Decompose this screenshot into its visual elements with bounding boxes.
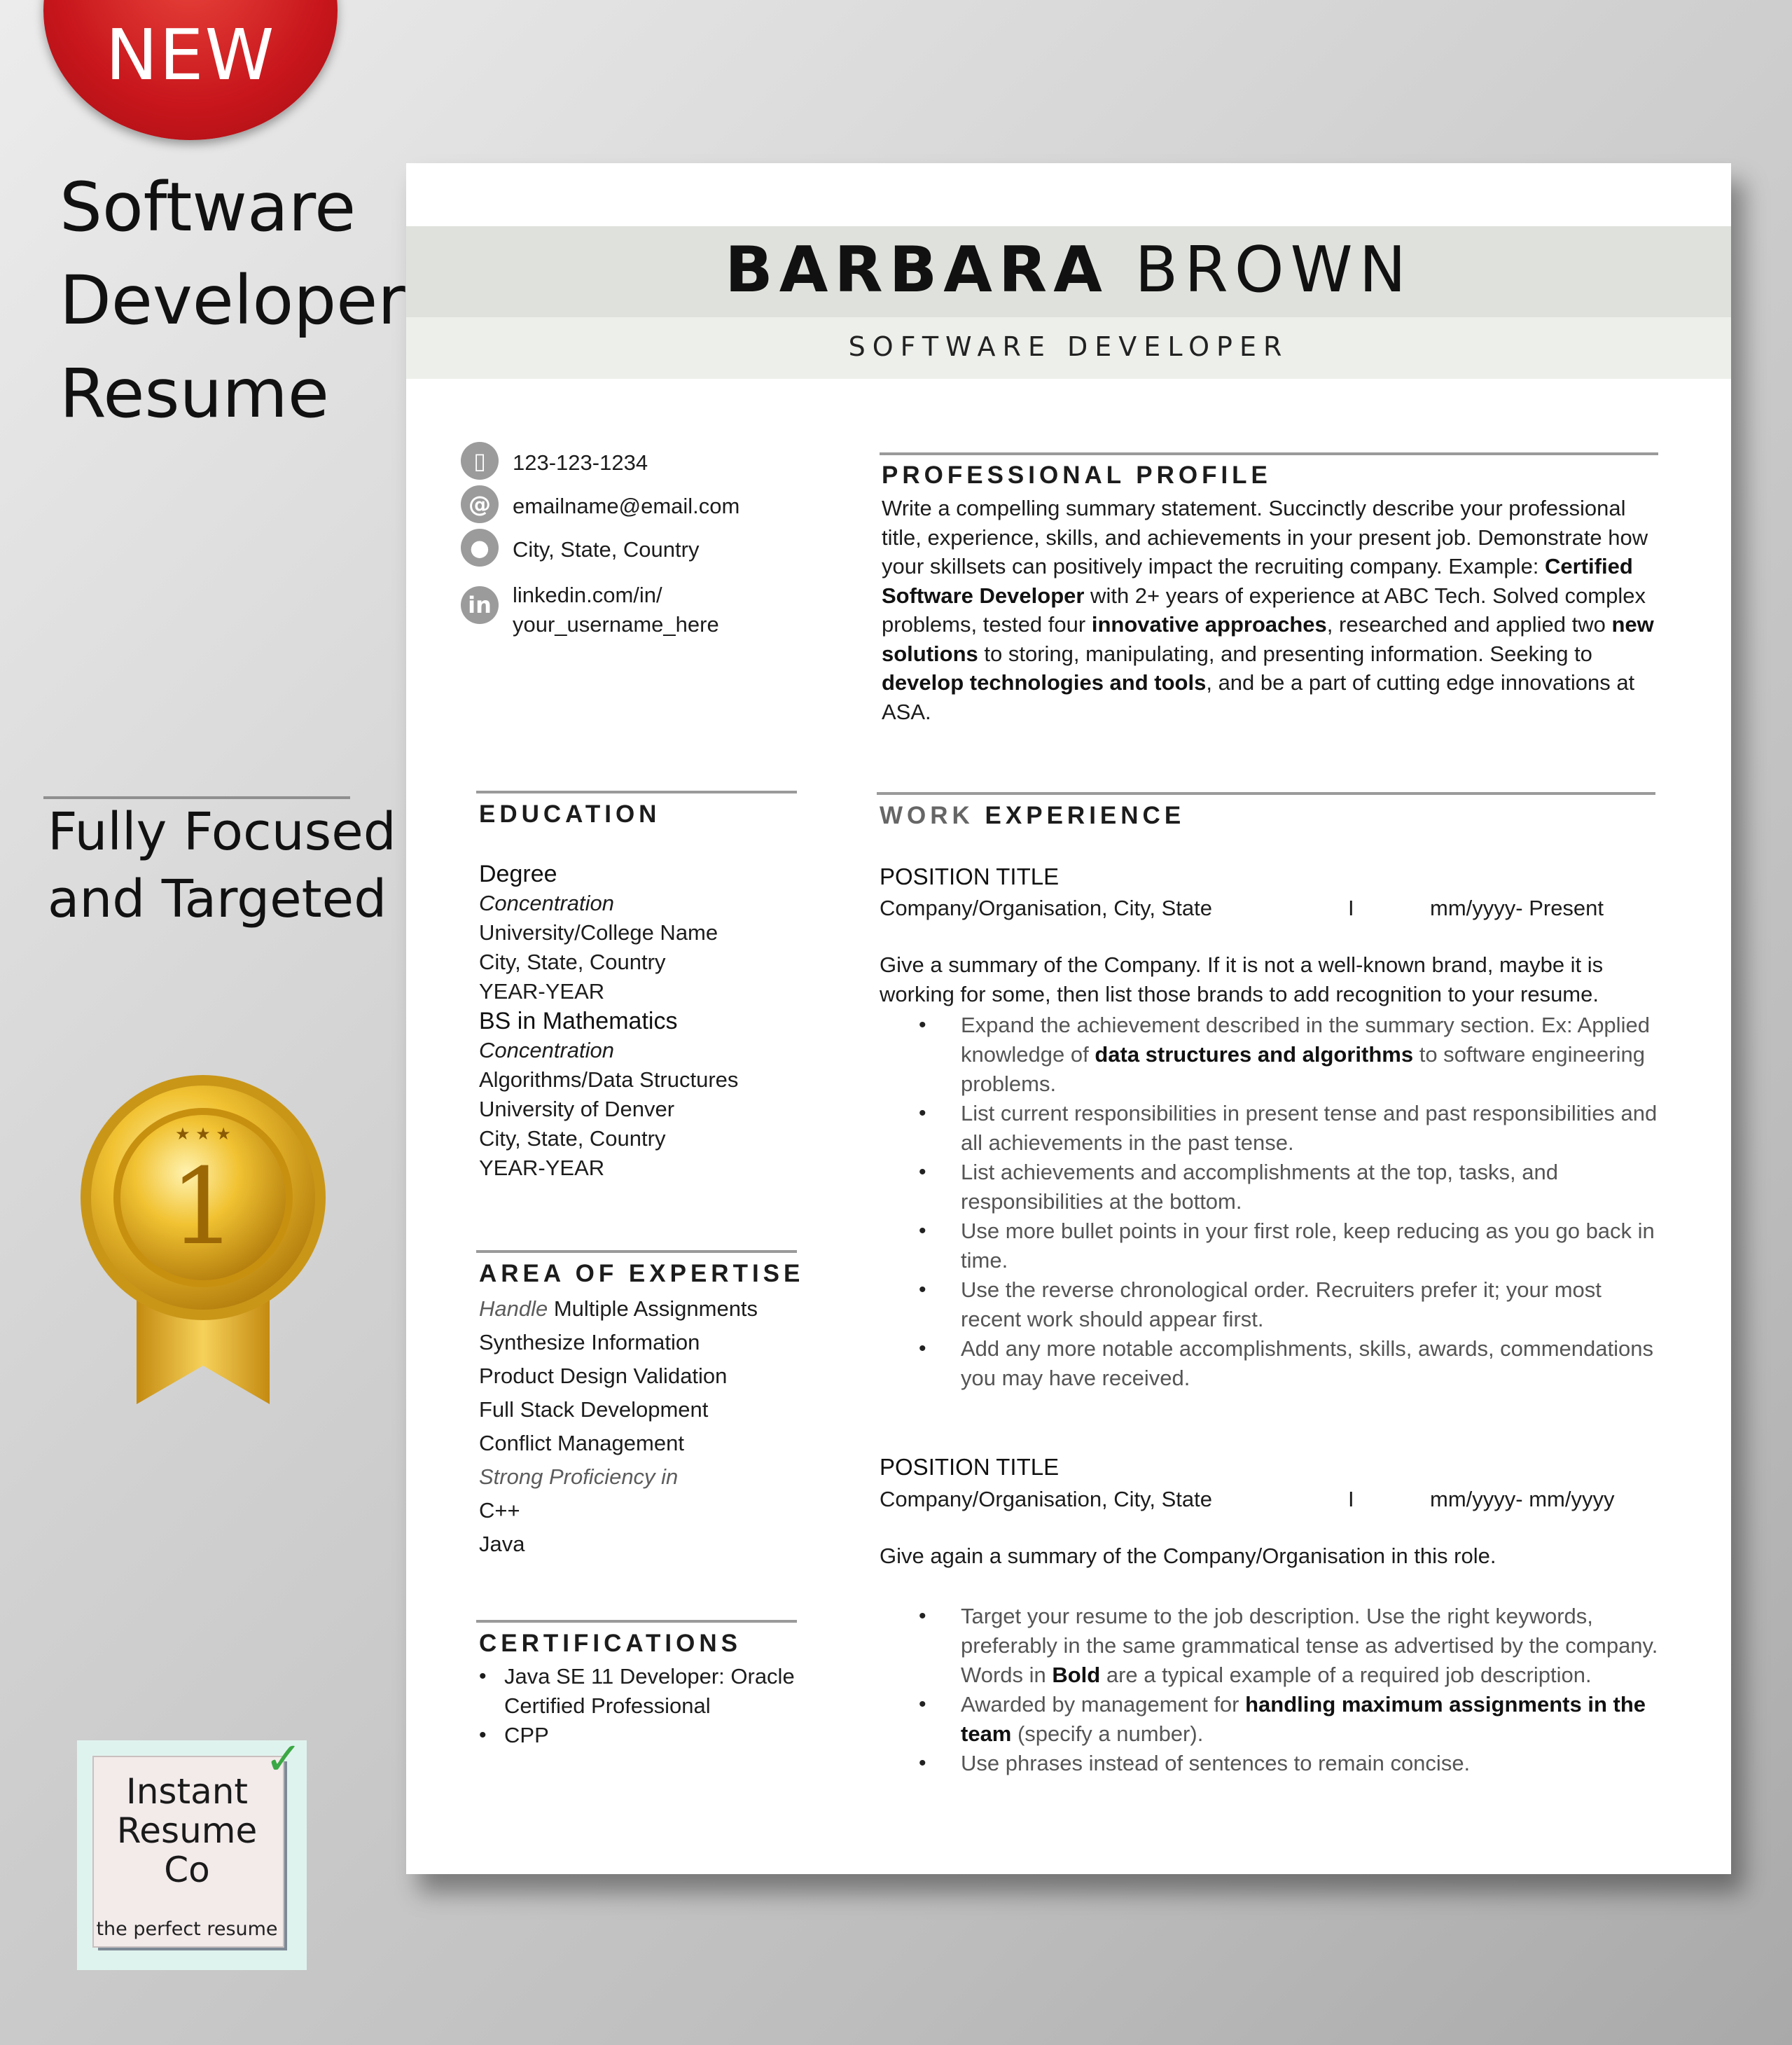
resume-page	[406, 163, 1731, 1874]
job-title: POSITION TITLE	[880, 1454, 1060, 1480]
promo-subtitle	[48, 798, 412, 933]
job-bullet: • List achievements and accomplishments at the top, tasks, and responsibilities at the bottom.	[919, 1158, 1661, 1216]
language-item: Java	[479, 1532, 525, 1556]
contact-phone: 123-123-1234	[513, 450, 648, 475]
expertise-item: Handle Multiple Assignments	[479, 1296, 758, 1321]
promo-title-line: Resume	[60, 354, 329, 433]
edu-years: YEAR-YEAR	[479, 979, 605, 1004]
profile-rule	[880, 452, 1658, 455]
edu-detail: Algorithms/Data Structures	[479, 1067, 739, 1092]
education-list	[479, 859, 815, 1183]
expertise-item: Conflict Management	[479, 1431, 684, 1455]
job-bullet: • Use the reverse chronological order. Recruiters prefer it; your most recent work should appear first.	[919, 1275, 1661, 1334]
promo-subtitle-line: and Targeted	[48, 869, 387, 929]
work-rule	[877, 792, 1655, 795]
linkedin-icon: in	[461, 586, 499, 624]
edu-location: City, State, Country	[479, 1126, 666, 1151]
candidate-job-title: SOFTWARE DEVELOPER	[848, 331, 1289, 362]
job-bullet: • List current responsibilities in present tense and past responsibilities and all achievements in the past tense.	[919, 1099, 1661, 1158]
contact-location: City, State, Country	[513, 537, 700, 562]
job-bullet: • Add any more notable accomplishments, skills, awards, commendations you may have received.	[919, 1334, 1661, 1393]
education-heading: EDUCATION	[479, 800, 661, 828]
medal-number: 1	[169, 1146, 237, 1268]
proficiency-label: Strong Proficiency in	[479, 1464, 679, 1489]
job-company: Company/Organisation, City, State	[880, 896, 1212, 920]
logo-tagline: the perfect resume	[96, 1918, 278, 1940]
certifications-rule	[476, 1620, 797, 1623]
expertise-rule	[476, 1250, 797, 1253]
logo-line: Resume	[116, 1810, 258, 1851]
name-last: BROWN	[1134, 233, 1412, 307]
profile-heading: PROFESSIONAL PROFILE	[882, 462, 1272, 489]
edu-degree: Degree	[479, 861, 557, 887]
edu-years: YEAR-YEAR	[479, 1156, 605, 1180]
at-sign-icon: @	[461, 485, 499, 523]
name-first: BARBARA	[725, 233, 1109, 307]
promo-title-line: Developer	[60, 261, 405, 340]
location-pin-icon: ●	[461, 529, 499, 567]
edu-location: City, State, Country	[479, 950, 666, 974]
certification-item: • CPP	[479, 1721, 815, 1750]
linkedin-line: linkedin.com/in/	[513, 583, 662, 607]
work-heading: WORK EXPERIENCE	[880, 802, 1186, 829]
edu-school: University/College Name	[479, 920, 718, 945]
job-title: POSITION TITLE	[880, 864, 1060, 889]
certifications-heading: CERTIFICATIONS	[479, 1630, 742, 1657]
job-summary: Give a summary of the Company. If it is not a well-known brand, maybe it is working for some, then list those brands to add recognition to your resume.	[880, 952, 1604, 1006]
edu-concentration: Concentration	[479, 1038, 615, 1062]
job-bullet: • Use phrases instead of sentences to remain concise.	[919, 1749, 1661, 1778]
certification-item: • Java SE 11 Developer: Oracle Certified Professional	[479, 1662, 815, 1721]
job-bullets	[919, 1011, 1661, 1393]
promo-title-line: Software	[60, 168, 356, 247]
edu-school: University of Denver	[479, 1097, 675, 1121]
edu-degree: BS in Mathematics	[479, 1008, 678, 1034]
gold-medal-icon	[70, 1075, 336, 1425]
medal-stars	[175, 1124, 231, 1144]
expertise-heading: AREA OF EXPERTISE	[479, 1260, 805, 1287]
profile-summary: Write a compelling summary statement. Succinctly describe your professional title, experience, skills, and achievements in your present job. Demonstrate how your skillsets can positively impact the recruiting company. Example: Certified Software Developer with 2+ years of experience at ABC Tech. Solved complex problems, tested four innovative approaches, researched and applied two new solutions to storing, manipulating, and presenting information. Seeking to develop technologies and tools, and be a part of cutting edge innovations at ASA.	[882, 496, 1654, 724]
job-dates: mm/yyyy- Present	[1430, 896, 1604, 920]
job-dates: mm/yyyy- mm/yyyy	[1430, 1487, 1615, 1511]
expertise-list	[479, 1292, 815, 1561]
checkmark-icon: ✓	[265, 1733, 303, 1785]
job-separator: I	[1348, 1487, 1354, 1511]
edu-concentration: Concentration	[479, 891, 615, 915]
job-separator: I	[1348, 896, 1354, 920]
phone-icon: ▯	[461, 442, 499, 480]
linkedin-line: your_username_here	[513, 612, 719, 637]
job-bullet: • Use more bullet points in your first role, keep reducing as you go back in time.	[919, 1216, 1661, 1275]
contact-email: emailname@email.com	[513, 494, 740, 518]
candidate-name	[406, 233, 1731, 307]
job-bullets	[919, 1602, 1661, 1778]
svg-text:★ ★ ★: ★ ★ ★	[175, 1124, 231, 1144]
certifications-list	[479, 1662, 815, 1750]
job-summary: Give again a summary of the Company/Organisation in this role.	[880, 1544, 1496, 1568]
new-badge-label: NEW	[105, 14, 276, 96]
education-rule	[476, 791, 797, 793]
job-bullet: • Expand the achievement described in the summary section. Ex: Applied knowledge of data structures and algorithms to software engineering problems.	[919, 1011, 1661, 1099]
brand-logo	[77, 1733, 307, 1970]
job-company: Company/Organisation, City, State	[880, 1487, 1212, 1511]
expertise-item: Product Design Validation	[479, 1364, 728, 1388]
logo-line: Co	[164, 1850, 210, 1890]
expertise-item: Synthesize Information	[479, 1330, 700, 1354]
expertise-item: Full Stack Development	[479, 1397, 709, 1422]
language-item: C++	[479, 1498, 520, 1523]
logo-line: Instant	[125, 1771, 249, 1812]
promo-subtitle-line: Fully Focused	[48, 802, 396, 862]
contact-linkedin	[513, 581, 719, 639]
job-bullet: • Target your resume to the job description. Use the right keywords, preferably in the same grammatical tense as advertised by the company. Words in Bold are a typical example of a required job description.	[919, 1602, 1661, 1690]
promo-title	[60, 161, 410, 441]
job-bullet: • Awarded by management for handling maximum assignments in the team (specify a number).	[919, 1690, 1661, 1749]
